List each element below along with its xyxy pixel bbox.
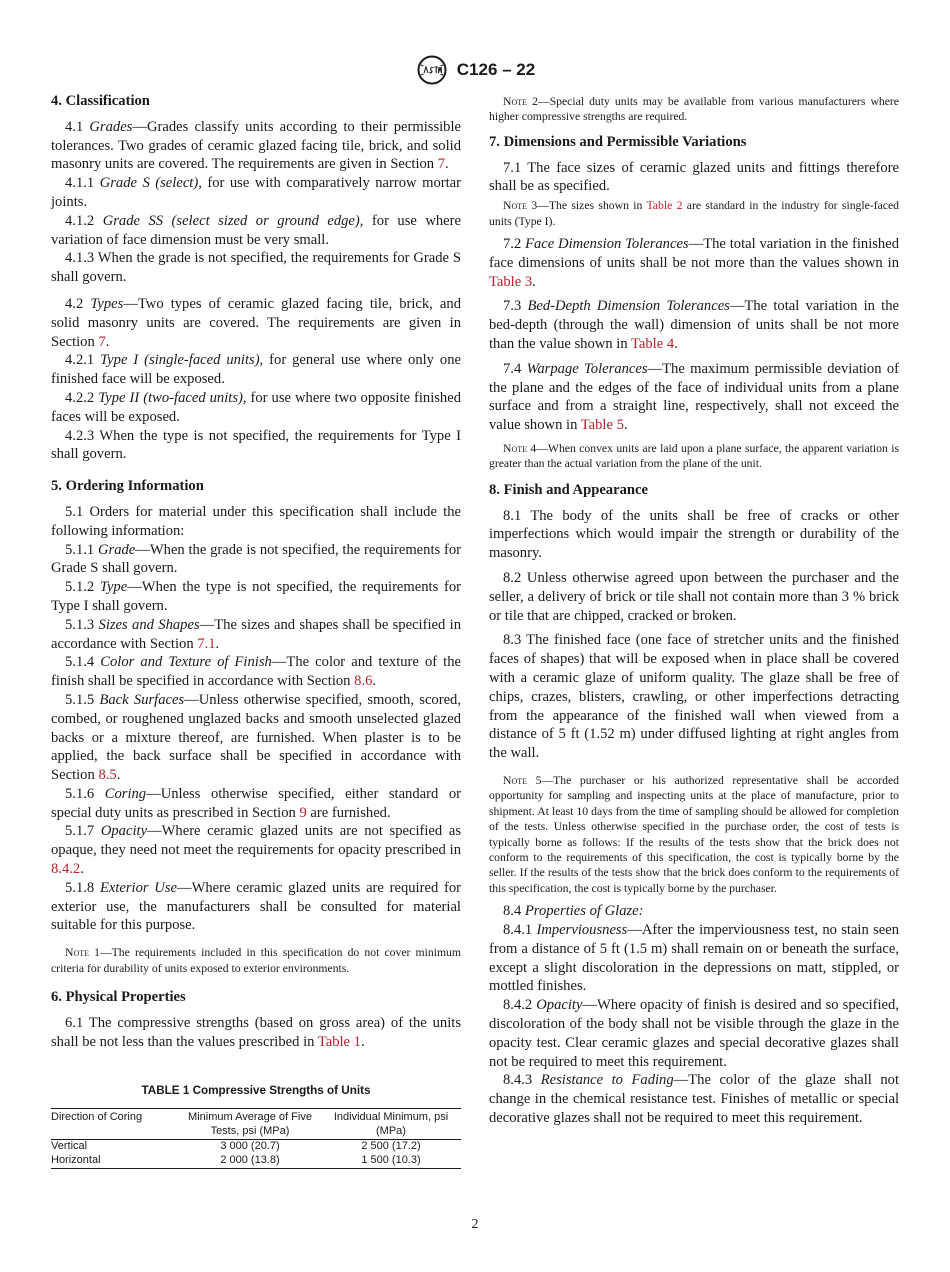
section-link[interactable]: 8.6 xyxy=(354,673,373,690)
paragraph: 7.3 Bed-Depth Dimension Tolerances—The total variation in the bed-depth (through the wall) dimension of units shall be not more than the value shown in Table 4. xyxy=(489,298,900,352)
table-link[interactable]: Table 1 xyxy=(317,1033,361,1050)
table-cell: 2 500 (17.2) xyxy=(361,1140,421,1153)
paragraph: 7.2 Face Dimension Tolerances—The total variation in the finished face dimensions of units shall be not more than the values shown in Table 3. xyxy=(489,236,900,290)
table-cell: Horizontal xyxy=(51,1154,101,1167)
astm-logo-icon xyxy=(415,55,449,85)
note: Note 3—The sizes shown in Table 2 are standard in the industry for single-faced units (Type I). xyxy=(489,199,900,228)
paragraph: 4.2.2 Type II (two-faced units), for use where two opposite finished faces will be exposed. xyxy=(51,389,462,425)
paragraph: 5.1.3 Sizes and Shapes—The sizes and shapes shall be specified in accordance with Section 7.1. xyxy=(51,616,461,652)
paragraph: 5.1.8 Exterior Use—Where ceramic glazed units are required for exterior use, the manufacturers shall be consulted for material suitable for this purpose. xyxy=(51,879,462,934)
paragraph: 8.3 The finished face (one face of stretcher units and the finished faces of shapes) that will be exposed when in place shall be covered with a ceramic glaze of uniform quality. The glaze shall be free of chips, crazes, blisters, crawling, or other imperfections detracting from the appearance of the finished wall when viewed from a distance of 5 ft (1.52 m) under diffused lighting at right angles from the wall. xyxy=(489,632,899,762)
table-title: TABLE 1 Compressive Strengths of Units xyxy=(141,1084,371,1098)
paragraph: 7.1 The face sizes of ceramic glazed units and fittings therefore shall be as specified. xyxy=(489,159,899,195)
section-link[interactable]: 7 xyxy=(98,333,106,350)
section-heading: 5. Ordering Information xyxy=(51,478,204,495)
note: Note 5—The purchaser or his authorized representative shall be accorded opportunity for sampling and inspecting units at the place of manufacture, prior to shipment. At least 10 days from the time of sampling should be allowed for completion of the tests. Unless otherwise specified in the purchase order, the cost of tests is typically borne as follows: If the results of the tests show that the brick does not conform to the requirements of this specification, the cost is typically borne by the seller. If the results of the tests show that the brick does conform to the requirements of this specification, the cost is typically borne by the purchaser. xyxy=(489,773,899,895)
paragraph: 5.1.2 Type—When the type is not specified, the requirements for Type I shall govern. xyxy=(51,579,461,614)
table-cell: 2 000 (13.8) xyxy=(220,1154,280,1167)
paragraph: 8.4.2 Opacity—Where opacity of finish is desired and so specified, discoloration of the body shall not be visible through the glaze in the opacity test. Clear ceramic glazes and special decorative glazes shall not be required to meet this requirement. xyxy=(489,997,899,1070)
note: Note 2—Special duty units may be available from various manufacturers where higher compressive strengths are required. xyxy=(489,95,899,124)
section-link[interactable]: 7 xyxy=(437,156,446,173)
section-link[interactable]: 7.1 xyxy=(197,635,216,652)
paragraph: 4.1.3 When the grade is not specified, the requirements for Grade S shall govern. xyxy=(51,250,461,286)
paragraph: 4.1.2 Grade SS (select sized or ground edge), for use where variation of face dimension must be very small. xyxy=(51,212,462,248)
section-link[interactable]: 8.5 xyxy=(98,767,117,784)
paragraph: 5.1.5 Back Surfaces—Unless otherwise specified, smooth, scored, combed, or roughened unglazed backs and smooth unselected glazed backs or a mixture thereof, are furnished. When plaster is to be applied, the back surface shall be specified in accordance with Section 8.5. xyxy=(51,691,461,784)
paragraph: 5.1 Orders for material under this specification shall include the following information: xyxy=(51,503,461,539)
paragraph: 4.2.3 When the type is not specified, the requirements for Type I shall govern. xyxy=(51,427,461,463)
table-link[interactable]: Table 5 xyxy=(580,417,624,434)
document-designation: C126 – 22 xyxy=(456,60,536,79)
paragraph: 7.4 Warpage Tolerances—The maximum permissible deviation of the plane and the edges of the face of individual units from a plane surface and from a straight line, respectively, shall not exceed the value shown in Table 5. xyxy=(489,360,899,434)
table-link[interactable]: Table 4 xyxy=(631,336,675,352)
table-header-row xyxy=(51,1109,461,1140)
column-header: Minimum Average of Five Tests, psi (MPa) xyxy=(179,1109,321,1140)
page-number: 2 xyxy=(471,1217,479,1232)
column-header: Individual Minimum, psi (MPa) xyxy=(321,1109,461,1140)
paragraph: 5.1.4 Color and Texture of Finish—The color and texture of the finish shall be specified in accordance with Section 8.6. xyxy=(51,654,461,690)
paragraph: 4.2 Types—Two types of ceramic glazed facing tile, brick, and solid masonry units are covered. The requirements are given in Section 7. xyxy=(51,295,461,350)
section-heading: 4. Classification xyxy=(51,93,150,109)
table-row xyxy=(51,1140,461,1154)
paragraph: 8.2 Unless otherwise agreed upon between the purchaser and the seller, a delivery of brick or tile shall not contain more than 3 % brick or tile that are chipped, cracked or broken. xyxy=(489,569,899,624)
section-heading: 7. Dimensions and Permissible Variations xyxy=(489,133,747,150)
section-link[interactable]: 8.4.2 xyxy=(51,861,81,878)
paragraph: 5.1.7 Opacity—Where ceramic glazed units are not specified as opaque, they need not meet the requirements for opacity prescribed in 8.4.2. xyxy=(51,823,461,878)
paragraph: 8.4.1 Imperviousness—After the imperviousness test, no stain seen from a distance of 5 ft (1.5 m) shall remain on or beneath the surface, except a slight discoloration in the depressions on matt, stippled, or mottled finishes. xyxy=(489,922,900,995)
note: Note 4—When convex units are laid upon a plane surface, the apparent variation is greater than the actual variation from the plane of the unit. xyxy=(489,441,899,471)
paragraph: 4.1.1 Grade S (select), for use with comparatively narrow mortar joints. xyxy=(51,175,461,210)
table-cell: 3 000 (20.7) xyxy=(220,1140,280,1153)
paragraph: 4.2.1 Type I (single-faced units), for general use where only one finished face will be exposed. xyxy=(51,352,461,388)
paragraph: 4.1 Grades—Grades classify units according to their permissible tolerances. Two grades of ceramic glazed facing tile, brick, and solid masonry units are covered. The requirements are given in Section 7. xyxy=(51,118,462,173)
paragraph: 5.1.6 Coring—Unless otherwise specified, either standard or special duty units as prescribed in Section 9 are furnished. xyxy=(51,785,461,821)
table-row xyxy=(51,1154,461,1168)
section-link[interactable]: 9 xyxy=(299,804,307,821)
table-link[interactable]: Table 2 xyxy=(646,199,683,213)
paragraph: 6.1 The compressive strengths (based on gross area) of the units shall be not less than the values prescribed in Table 1. xyxy=(51,1014,461,1050)
left-column xyxy=(51,92,461,1169)
page-header xyxy=(0,52,950,88)
table-cell: Vertical xyxy=(51,1140,88,1153)
paragraph: 8.4 Properties of Glaze: xyxy=(503,903,644,920)
paragraph: 5.1.1 Grade—When the grade is not specified, the requirements for Grade S shall govern. xyxy=(51,541,461,577)
table-link[interactable]: Table 3 xyxy=(489,273,533,290)
section-heading: 8. Finish and Appearance xyxy=(489,481,648,498)
compressive-strength-table xyxy=(51,1108,461,1168)
right-column xyxy=(489,92,899,1128)
note: Note 1—The requirements included in this specification do not cover minimum criteria for durability of units exposed to exterior environments. xyxy=(51,946,461,975)
column-header: Direction of Coring xyxy=(51,1109,179,1140)
table-cell: 1 500 (10.3) xyxy=(361,1154,421,1167)
paragraph: 8.1 The body of the units shall be free of cracks or other imperfections which would impair the strength or durability of the masonry. xyxy=(489,507,899,562)
paragraph: 8.4.3 Resistance to Fading—The color of the glaze shall not change in the chemical resistance test. Finishes of metallic or special decorative glazes shall not be required to meet this requirement. xyxy=(489,1072,899,1126)
section-heading: 6. Physical Properties xyxy=(51,989,186,1006)
